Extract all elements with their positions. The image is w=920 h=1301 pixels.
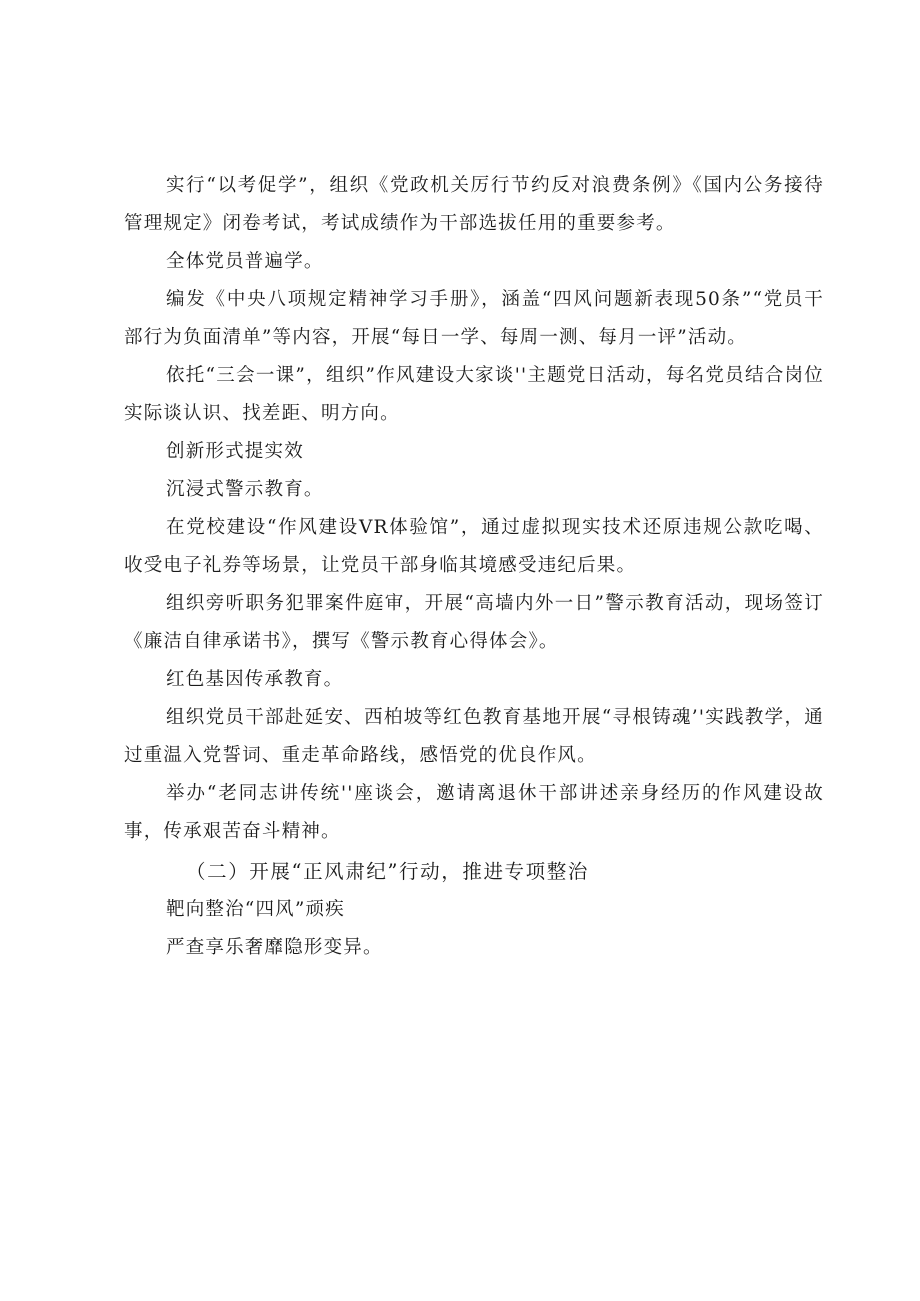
paragraph-red-gene: 红色基因传承教育。 <box>166 669 344 690</box>
paragraph-exam-learning: 实行“以考促学”，组织《党政机关厉行节约反对浪费条例》《国内公务接待管理规定》闭卷考试，考试成绩作为干部选拔任用的重要参考。 <box>124 175 824 234</box>
paragraph-investigate-hedonism: 严查享乐奢靡隐形变异。 <box>166 937 383 958</box>
paragraph-veteran-talk: 举办“老同志讲传统''座谈会，邀请离退休干部讲述亲身经历的作风建设故事，传承艰苦奋斗精神。 <box>124 783 824 842</box>
paragraph-target-four-winds: 靶向整治“四风”顽疾 <box>166 899 345 920</box>
paragraph-three-meetings: 依托“三会一课”，组织”作风建设大家谈''主题党日活动，每名党员结合岗位实际谈认识、找差距、明方向。 <box>124 365 824 424</box>
section-heading: （二）开展“正风肃纪”行动，推进专项整治 <box>186 860 589 883</box>
paragraph-all-members-learn: 全体党员普遍学。 <box>166 251 324 272</box>
paragraph-vr-hall: 在党校建设“作风建设VR体验馆”，通过虚拟现实技术还原违规公款吃喝、收受电子礼券等场景，让党员干部身临其境感受违纪后果。 <box>124 517 824 576</box>
paragraph-immersive-warning: 沉浸式警示教育。 <box>166 479 324 500</box>
paragraph-innovation-title: 创新形式提实效 <box>166 441 304 462</box>
paragraph-court-hearing: 组织旁听职务犯罪案件庭审，开展“高墙内外一日”警示教育活动，现场签订《廉洁自律承诺书》，撰写《警示教育心得体会》。 <box>124 593 824 652</box>
paragraph-handbook: 编发《中央八项规定精神学习手册》，涵盖“四风问题新表现50条”“党员干部行为负面清单”等内容，开展“每日一学、每周一测、每月一评”活动。 <box>124 289 824 348</box>
paragraph-red-base-visit: 组织党员干部赴延安、西柏坡等红色教育基地开展“寻根铸魂’'实践教学，通过重温入党誓词、重走革命路线，感悟党的优良作风。 <box>124 707 824 766</box>
